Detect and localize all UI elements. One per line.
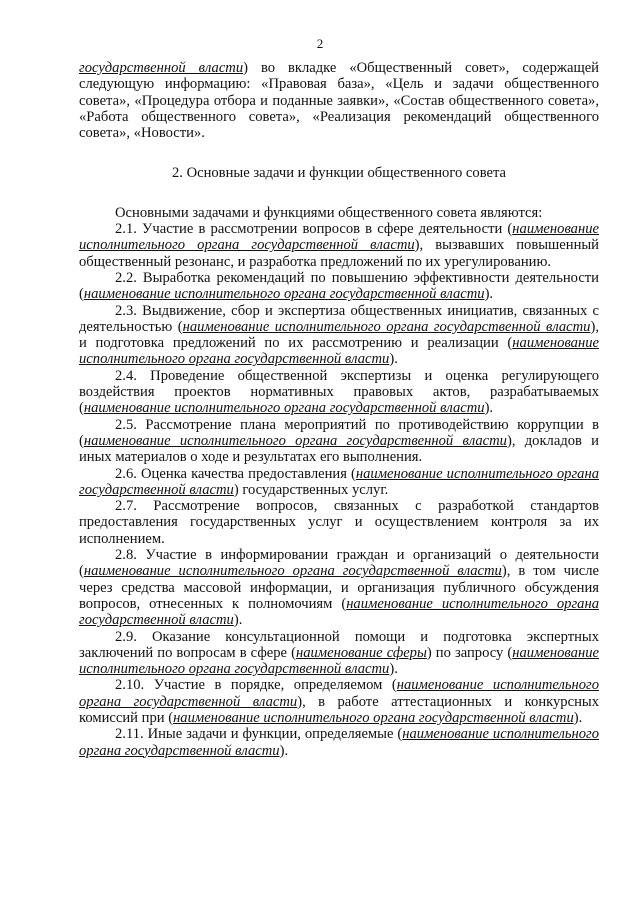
placeholder: наименование исполнительного органа государственной власти <box>79 465 599 498</box>
item-text: ), докладов и иных материалов о ходе и результатах его выполнения. <box>79 432 599 466</box>
item-text: 2.2. Выработка рекомендаций по повышению эффективности деятельности ( <box>79 269 599 303</box>
item-text: ), и подготовка предложений по их рассмотрению и реализации ( <box>79 318 599 352</box>
item-text: ). <box>389 661 398 678</box>
item-2-4 <box>79 368 599 417</box>
item-text: ). <box>484 400 494 417</box>
item-2-8 <box>79 547 599 628</box>
page-number: 2 <box>316 36 324 51</box>
placeholder: наименование исполнительного органа государственной власти <box>79 726 600 759</box>
item-text: ). <box>279 742 289 759</box>
placeholder: наименование исполнительного органа государственной власти <box>83 432 507 449</box>
item-text: 2.9. Оказание консультационной помощи и подготовка экспертных заключений по вопросам в сфере ( <box>79 628 599 661</box>
placeholder: наименование исполнительного органа государственной власти <box>83 400 485 417</box>
placeholder: наименование сферы <box>295 644 427 661</box>
section-title: 2. Основные задачи и функции общественного совета <box>171 165 507 182</box>
placeholder: наименование исполнительного органа государственной власти <box>182 318 591 335</box>
item-2-3 <box>79 303 599 368</box>
placeholder: наименование исполнительного органа государственной власти <box>83 286 485 303</box>
placeholder: наименование исполнительного органа государственной власти <box>79 595 600 629</box>
placeholder: наименование исполнительного органа государственной власти <box>79 677 600 710</box>
item-text: 2.7. Рассмотрение вопросов, связанных с разработкой стандартов предоставления государственных услуг и осуществлением контроля за их исполнением. <box>79 498 599 547</box>
item-text: 2.10. Участие в порядке, определяемом ( <box>115 677 397 694</box>
intro-paragraph <box>79 60 599 141</box>
item-text: ). <box>389 351 398 368</box>
item-text: ), в работе аттестационных и конкурсных комиссий при ( <box>79 693 599 726</box>
item-2-5 <box>79 417 599 466</box>
item-text: ). <box>233 612 243 629</box>
placeholder: государственной власти <box>79 60 244 76</box>
item-text: ), вызвавших повышенный общественный резонанс, и разработка предложений по их урегулированию. <box>79 237 599 270</box>
item-text: ). <box>573 709 583 726</box>
lead-paragraph: Основными задачами и функциями общественного совета являются: <box>115 204 543 221</box>
item-2-6 <box>79 466 599 499</box>
placeholder: наименование исполнительного органа государственной власти <box>83 563 502 580</box>
item-text: 2.5. Рассмотрение плана мероприятий по противодействию коррупции в ( <box>79 416 599 449</box>
item-text: ), в том числе через средства массовой информации, и организация публичного обсуждения вопросов, отнесенных к полномочиям ( <box>79 563 600 612</box>
placeholder: наименование исполнительного органа государственной власти <box>79 221 599 254</box>
item-2-11 <box>79 726 599 759</box>
item-text: 2.4. Проведение общественной экспертизы и оценка регулирующего воздействия проектов нормативных правовых актов, разрабатываемых ( <box>79 367 599 417</box>
item-2-7 <box>79 498 599 547</box>
item-text: 2.8. Участие в информировании граждан и организаций о деятельности ( <box>79 547 599 580</box>
placeholder: наименование исполнительного органа государственной власти <box>173 709 574 726</box>
item-text: 2.3. Выдвижение, сбор и экспертиза общественных инициатив, связанных с деятельностью ( <box>79 302 599 335</box>
placeholder: наименование исполнительного органа государственной власти <box>79 644 599 678</box>
item-text: ). <box>484 286 494 303</box>
item-text: ) по запросу ( <box>426 644 513 661</box>
item-text: 2.11. Иные задачи и функции, определяемые ( <box>115 726 403 743</box>
item-text: 2.1. Участие в рассмотрении вопросов в сфере деятельности ( <box>115 221 513 238</box>
intro-text: ) во вкладке «Общественный совет», содержащей следующую информацию: «Правовая база», «Цель и задачи общественного совета», «Процедура отбора и поданные заявки», «Состав общественного совета», «Работа общественного совета», «Реализация рекомендаций общественного совета», «Новости». <box>79 60 599 142</box>
document-body <box>79 60 599 759</box>
item-2-10 <box>79 677 599 726</box>
placeholder: наименование исполнительного органа государственной власти <box>79 335 599 368</box>
item-2-9 <box>79 629 599 678</box>
item-2-1 <box>79 221 599 270</box>
item-2-2 <box>79 270 599 303</box>
item-text: ) государственных услуг. <box>233 481 389 498</box>
item-text: 2.6. Оценка качества предоставления ( <box>115 465 356 482</box>
